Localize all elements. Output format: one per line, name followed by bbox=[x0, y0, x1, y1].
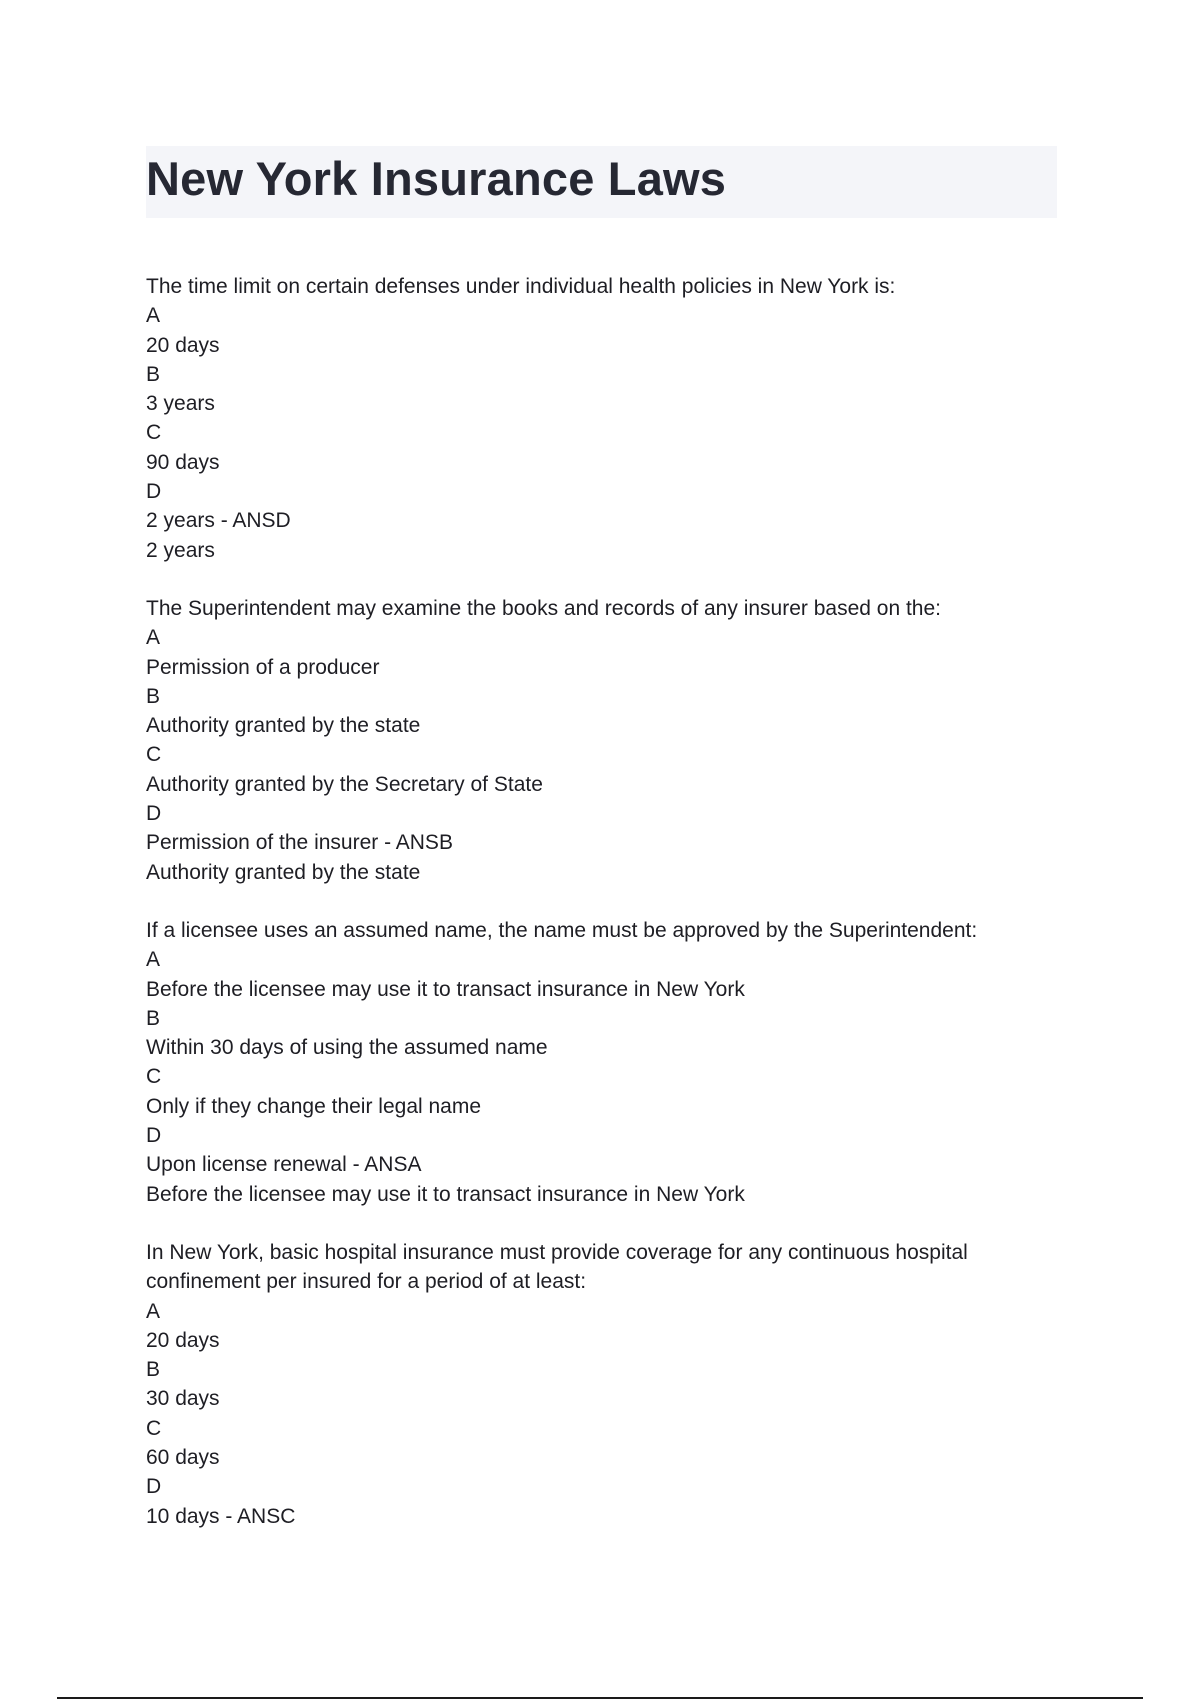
option-letter: B bbox=[146, 1006, 161, 1030]
question-block bbox=[146, 916, 1066, 1209]
option-letter: D bbox=[146, 1475, 162, 1499]
option-letter: D bbox=[146, 802, 162, 826]
option-letter: A bbox=[146, 304, 161, 328]
question-block bbox=[146, 1238, 1066, 1531]
question-text: In New York, basic hospital insurance must provide coverage for any continuous hospital confinement per insured for a period of at least: bbox=[146, 1240, 968, 1294]
option-text: Before the licensee may use it to transact insurance in New York bbox=[146, 977, 745, 1001]
question-block bbox=[146, 594, 1066, 887]
option-letter: C bbox=[146, 1065, 162, 1089]
option-letter: D bbox=[146, 1124, 162, 1148]
option-text: Only if they change their legal name bbox=[146, 1094, 482, 1118]
option-text: Upon license renewal - ANSA bbox=[146, 1153, 422, 1177]
option-letter: B bbox=[146, 362, 161, 386]
option-letter: A bbox=[146, 1299, 161, 1323]
question-block bbox=[146, 272, 1066, 565]
option-text: 60 days bbox=[146, 1445, 220, 1469]
option-letter: A bbox=[146, 948, 161, 972]
option-letter: C bbox=[146, 743, 162, 767]
answer-text: 2 years bbox=[146, 538, 215, 562]
answer-text: Authority granted by the state bbox=[146, 860, 421, 884]
option-text: Authority granted by the state bbox=[146, 714, 421, 738]
option-text: Within 30 days of using the assumed name bbox=[146, 1036, 548, 1060]
option-letter: B bbox=[146, 684, 161, 708]
option-text: 30 days bbox=[146, 1387, 220, 1411]
option-text: 3 years bbox=[146, 392, 215, 416]
question-list bbox=[146, 272, 1066, 1560]
option-text: 90 days bbox=[146, 450, 220, 474]
option-text: Authority granted by the Secretary of State bbox=[146, 772, 543, 796]
option-text: 10 days - ANSC bbox=[146, 1504, 296, 1528]
option-text: 20 days bbox=[146, 1328, 220, 1352]
page-title: New York Insurance Laws bbox=[146, 152, 727, 205]
footer-divider bbox=[57, 1697, 1143, 1699]
option-letter: B bbox=[146, 1358, 161, 1382]
option-letter: C bbox=[146, 1416, 162, 1440]
question-text: The time limit on certain defenses under individual health policies in New York is: bbox=[146, 275, 896, 298]
answer-text: Before the licensee may use it to transact insurance in New York bbox=[146, 1182, 745, 1206]
question-text: The Superintendent may examine the books and records of any insurer based on the: bbox=[146, 596, 941, 620]
option-letter: A bbox=[146, 626, 161, 650]
option-letter: D bbox=[146, 480, 162, 504]
option-text: 2 years - ANSD bbox=[146, 509, 291, 533]
option-text: 20 days bbox=[146, 333, 220, 357]
option-text: Permission of a producer bbox=[146, 655, 380, 679]
option-text: Permission of the insurer - ANSB bbox=[146, 831, 453, 855]
question-text: If a licensee uses an assumed name, the name must be approved by the Superintendent: bbox=[146, 918, 978, 942]
option-letter: C bbox=[146, 421, 162, 445]
page-title-box bbox=[146, 146, 1057, 218]
